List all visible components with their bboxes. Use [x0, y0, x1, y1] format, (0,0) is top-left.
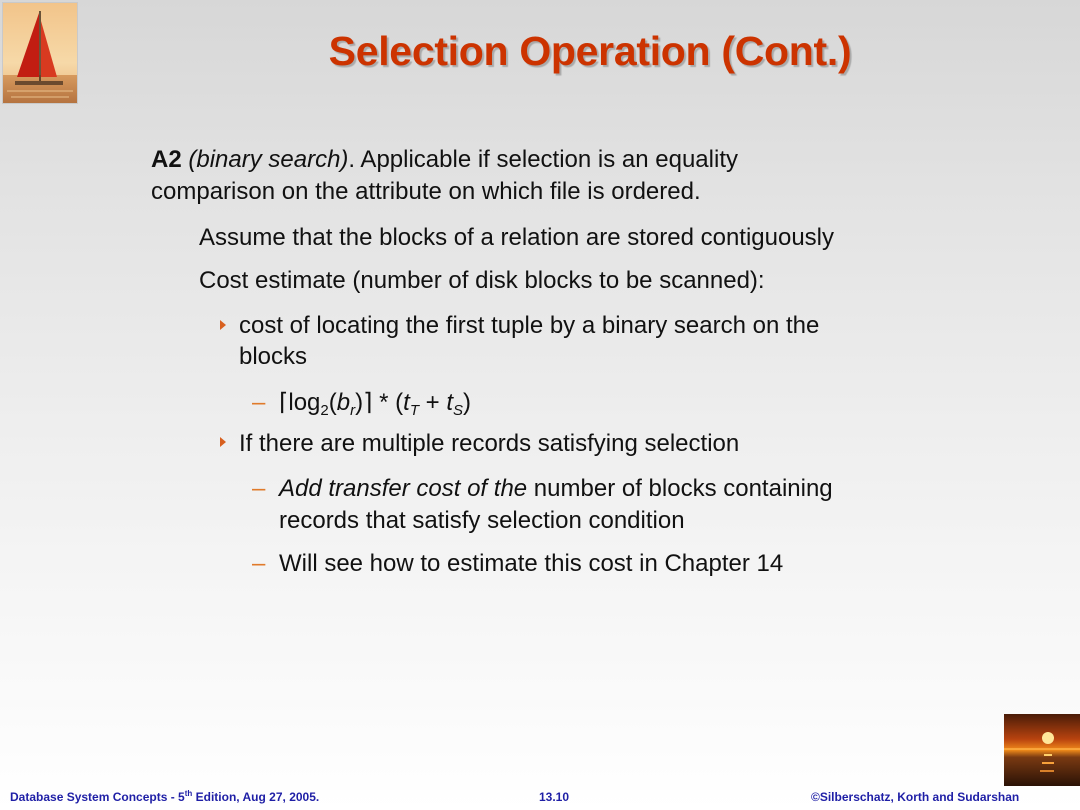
footer-left	[10, 790, 319, 804]
sub2a-line-1	[279, 473, 833, 504]
footer-right: ©Silberschatz, Korth and Sudarshan	[811, 790, 1020, 804]
intro-line-2: comparison on the attribute on which file is ordered.	[151, 178, 701, 205]
dash-bullet-icon: –	[252, 389, 266, 416]
sub2a-italic: Add transfer cost of the	[279, 475, 528, 502]
footer-left-text: Database System Concepts - 5	[10, 790, 185, 804]
formula-plus: +	[419, 389, 447, 416]
intro-method: (binary search)	[188, 146, 349, 173]
formula-close: )	[463, 389, 472, 416]
formula-t1-sub: T	[409, 402, 419, 419]
formula-paren-open: (	[328, 389, 337, 416]
sub2a-line-2: records that satisfy selection condition	[279, 507, 685, 534]
intro-label: A2	[151, 146, 182, 173]
intro-line-1	[151, 144, 738, 175]
dash-bullet-icon: –	[252, 550, 266, 577]
triangle-bullet-icon	[219, 319, 227, 334]
sunset-icon	[1004, 714, 1080, 786]
formula-t2: t	[446, 389, 454, 416]
bullet1-line-1: cost of locating the first tuple by a binary search on the	[239, 312, 820, 339]
sub2b-text: Will see how to estimate this cost in Chapter 14	[279, 550, 784, 577]
bullet1-line-2: blocks	[239, 343, 308, 370]
formula-log: log	[288, 389, 321, 416]
formula-paren-close: )	[355, 389, 364, 416]
formula-b-sub: r	[350, 402, 356, 419]
formula-times: * (	[372, 389, 404, 416]
triangle-bullet-icon	[219, 436, 227, 451]
ceil-close: ⌉	[363, 389, 373, 416]
dash-bullet-icon: –	[252, 475, 266, 502]
sub2a-rest: number of blocks containing	[527, 475, 833, 502]
bullet2-text: If there are multiple records satisfying selection	[239, 430, 740, 457]
formula-t2-sub: S	[453, 402, 464, 419]
slide-title: Selection Operation (Cont.)	[328, 28, 852, 74]
footer-left-sup: th	[184, 789, 193, 798]
formula-log-base: 2	[320, 402, 329, 419]
footer-left-text-2: Edition, Aug 27, 2005.	[192, 790, 320, 804]
ceil-open: ⌈	[279, 389, 289, 416]
footer-page-number: 13.10	[539, 790, 570, 804]
assume-text: Assume that the blocks of a relation are stored contiguously	[199, 224, 835, 251]
intro-rest: . Applicable if selection is an equality	[348, 146, 738, 173]
formula-t1: t	[403, 389, 410, 416]
formula-b: b	[336, 389, 351, 416]
cost-formula	[279, 387, 471, 418]
cost-estimate-text: Cost estimate (number of disk blocks to be scanned):	[199, 267, 765, 294]
